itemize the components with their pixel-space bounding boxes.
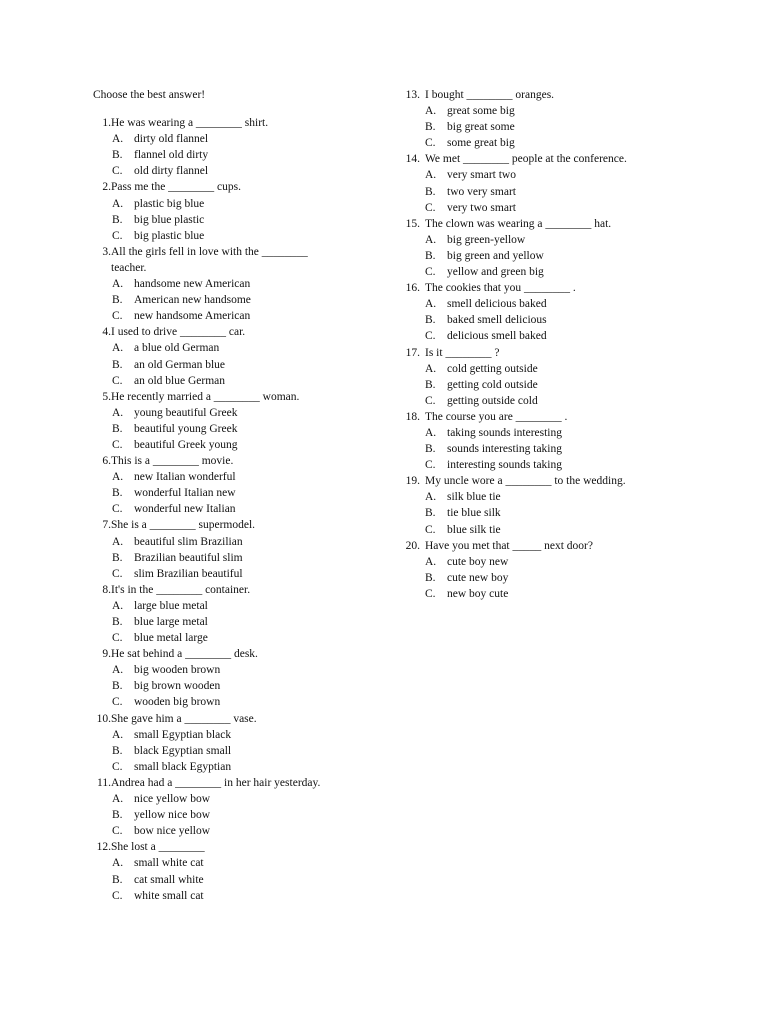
option-text: cold getting outside [447,362,538,375]
option-letter: A. [112,278,124,291]
question-number: 11. [97,776,111,789]
question-number: 17. [405,346,420,359]
question-item [86,324,376,388]
question-number: 15. [405,217,420,230]
left-column [86,87,376,904]
answer-option[interactable] [86,678,376,694]
option-text: interesting sounds taking [447,459,562,472]
question-number: 2. [102,181,111,194]
question-line [86,389,376,405]
option-text: American new handsome [134,294,251,307]
question-line [86,775,376,791]
answer-option[interactable] [397,457,697,473]
answer-option[interactable] [86,888,376,904]
option-letter: B. [112,616,123,628]
option-letter: C. [425,394,436,407]
answer-option[interactable] [397,232,697,248]
question-number: 6. [102,455,111,468]
option-letter: A. [425,426,437,439]
option-letter: A. [425,491,437,504]
answer-option[interactable] [397,328,697,344]
answer-option[interactable] [86,791,376,807]
option-letter: A. [112,793,124,806]
question-item [397,87,697,151]
question-number: 7. [102,519,111,532]
question-line [86,711,376,727]
option-letter: A. [425,555,437,568]
option-text: tie blue silk [447,507,501,520]
answer-option[interactable] [86,373,376,389]
question-text: My uncle wore a ________ to the wedding. [425,475,626,488]
option-letter: A. [425,233,437,246]
answer-option[interactable] [397,184,697,200]
option-letter: B. [425,249,436,262]
option-text: big green and yellow [447,249,544,262]
option-letter: B. [112,809,123,822]
question-text: She is a ________ supermodel. [111,519,256,532]
option-text: small Egyptian black [134,728,232,741]
question-item [86,775,376,839]
option-letter: A. [112,664,124,677]
option-letter: B. [425,378,436,391]
option-text: wonderful new Italian [134,503,236,516]
option-letter: B. [425,507,436,520]
option-letter: B. [112,294,123,307]
option-letter: B. [425,185,436,198]
answer-option[interactable] [86,743,376,759]
answer-option[interactable] [86,550,376,566]
answer-option[interactable] [86,630,376,646]
option-letter: C. [112,229,123,242]
question-number: 1. [102,117,111,130]
question-line [397,216,697,232]
option-letter: A. [112,406,124,419]
answer-option[interactable] [86,228,376,244]
option-letter: C. [112,632,123,645]
question-line [86,646,376,662]
answer-option[interactable] [86,872,376,888]
option-letter: C. [112,165,123,178]
option-text: two very smart [447,185,516,198]
option-text: a blue old German [134,342,220,355]
option-letter: B. [112,680,123,693]
question-text: All the girls fell in love with the ________ [111,245,308,258]
option-text: beautiful slim Brazilian [134,535,243,548]
answer-option[interactable] [397,103,697,119]
right-column [397,87,697,602]
option-text: new handsome American [134,310,251,323]
option-letter: C. [112,760,123,773]
answer-option[interactable] [86,421,376,437]
question-line [86,244,376,260]
answer-option[interactable] [397,441,697,457]
option-letter: C. [112,438,123,451]
option-text: bow nice yellow [134,825,211,838]
option-text: cute new boy [447,571,509,584]
question-text: He was wearing a ________ shirt. [111,117,269,130]
option-text: handsome new American [134,278,251,291]
question-number: 19. [405,475,420,488]
question-text: He recently married a ________ woman. [111,390,300,403]
question-number: 16. [405,282,420,295]
answer-option[interactable] [397,264,697,280]
question-item [397,409,697,473]
answer-option[interactable] [86,469,376,485]
option-text: sounds interesting taking [447,443,562,456]
question-item [397,345,697,409]
answer-option[interactable] [86,292,376,308]
answer-option[interactable] [397,586,697,602]
option-letter: B. [112,487,123,500]
option-letter: B. [425,314,436,327]
question-item [86,179,376,243]
option-text: cute boy new [447,555,509,568]
option-text: dirty old flannel [134,133,209,146]
question-item [397,216,697,280]
option-text: silk blue tie [447,491,501,504]
question-number: 3. [102,245,111,258]
option-letter: A. [425,298,437,311]
question-line [86,453,376,469]
option-text: slim Brazilian beautiful [134,567,243,580]
answer-option[interactable] [86,823,376,839]
question-line [86,324,376,340]
answer-option[interactable] [86,308,376,324]
option-text: wooden big brown [134,696,221,709]
question-item [86,244,376,324]
answer-option[interactable] [86,163,376,179]
answer-option[interactable] [397,248,697,264]
option-text: beautiful young Greek [134,422,238,435]
question-item [397,538,697,602]
question-number: 5. [102,390,111,403]
option-letter: B. [112,358,123,371]
option-letter: C. [425,523,436,536]
question-text: It's in the ________ container. [111,583,251,596]
option-letter: C. [425,201,436,214]
question-line [397,151,697,167]
answer-option[interactable] [86,501,376,517]
option-text: new boy cute [447,587,509,600]
option-text: young beautiful Greek [134,406,238,419]
question-text: I used to drive ________ car. [111,326,246,339]
option-text: nice yellow bow [134,793,211,806]
question-list-left [86,115,376,904]
option-letter: C. [425,587,436,600]
answer-option[interactable] [397,489,697,505]
answer-option[interactable] [397,135,697,151]
option-text: great some big [447,105,515,118]
question-text-continued: teacher. [111,261,147,274]
question-text: The clown was wearing a ________ hat. [425,217,612,230]
answer-option[interactable] [86,534,376,550]
option-text: big brown wooden [134,680,221,693]
option-text: old dirty flannel [134,165,209,178]
question-item [86,839,376,903]
question-item [86,115,376,179]
question-item [86,582,376,646]
answer-option[interactable] [86,340,376,356]
option-letter: C. [425,330,436,343]
option-letter: A. [112,471,124,484]
question-number: 10. [96,712,111,725]
answer-option[interactable] [86,405,376,421]
option-text: some great big [447,137,515,150]
answer-option[interactable] [397,393,697,409]
answer-option[interactable] [86,276,376,292]
option-letter: C. [112,374,123,387]
question-item [86,389,376,453]
option-letter: C. [112,889,123,902]
option-text: very two smart [447,201,516,214]
option-letter: C. [425,266,436,279]
option-text: blue silk tie [447,523,501,536]
option-letter: A. [425,169,437,182]
question-item [86,711,376,775]
answer-option[interactable] [397,361,697,377]
question-text: Pass me the ________ cups. [111,181,242,194]
option-text: smell delicious baked [447,298,547,311]
question-text: She gave him a ________ vase. [111,712,257,725]
option-letter: C. [112,503,123,516]
option-text: small white cat [134,857,204,870]
option-text: delicious smell baked [447,330,547,343]
question-item [86,646,376,710]
option-text: large blue metal [134,599,208,612]
question-number: 20. [405,539,420,552]
answer-option[interactable] [397,505,697,521]
answer-option[interactable] [86,131,376,147]
option-text: big plastic blue [134,229,205,242]
option-letter: C. [425,137,436,150]
option-text: flannel old dirty [134,149,209,162]
question-line [86,839,376,855]
option-text: blue large metal [134,616,208,628]
option-text: white small cat [134,889,204,902]
answer-option[interactable] [397,200,697,216]
question-text: She lost a ________ [111,841,205,854]
question-number: 14. [405,153,420,166]
answer-option[interactable] [397,570,697,586]
answer-option[interactable] [397,377,697,393]
option-text: yellow and green big [447,266,544,279]
question-text: Andrea had a ________ in her hair yesterday. [111,776,321,789]
question-line [86,517,376,533]
answer-option[interactable] [86,662,376,678]
option-text: big blue plastic [134,213,205,226]
question-number: 18. [405,410,420,423]
question-text: Have you met that _____ next door? [425,539,593,552]
question-text: I bought ________ oranges. [425,89,555,101]
question-line [397,409,697,425]
instruction-text: Choose the best answer! [93,89,206,101]
question-item [397,280,697,344]
option-letter: B. [112,551,123,564]
question-text: Is it ________ ? [425,346,500,359]
question-line [86,115,376,131]
answer-option[interactable] [397,554,697,570]
answer-option[interactable] [86,485,376,501]
option-letter: B. [112,422,123,435]
option-text: getting outside cold [447,394,538,407]
answer-option[interactable] [86,437,376,453]
question-number: 4. [102,326,111,339]
option-letter: B. [425,571,436,584]
answer-option[interactable] [86,212,376,228]
answer-option[interactable] [86,147,376,163]
option-letter: C. [112,567,123,580]
option-text: beautiful Greek young [134,438,238,451]
question-item [397,151,697,215]
answer-option[interactable] [86,759,376,775]
option-letter: A. [112,599,124,612]
question-text: This is a ________ movie. [111,455,234,468]
option-letter: A. [112,133,124,146]
answer-option[interactable] [86,566,376,582]
option-letter: A. [425,105,437,118]
option-letter: B. [112,744,123,757]
option-text: new Italian wonderful [134,471,236,484]
option-text: big green-yellow [447,233,526,246]
question-line [86,582,376,598]
option-text: wonderful Italian new [134,487,236,500]
answer-option[interactable] [86,855,376,871]
option-text: small black Egyptian [134,760,232,773]
option-text: black Egyptian small [134,744,232,757]
question-text: He sat behind a ________ desk. [111,648,258,661]
question-list-right [397,87,697,602]
answer-option[interactable] [86,196,376,212]
option-letter: C. [112,696,123,709]
option-letter: C. [112,825,123,838]
option-text: big great some [447,121,515,134]
option-letter: B. [112,149,123,162]
answer-option[interactable] [86,598,376,614]
option-letter: B. [425,443,436,456]
answer-option[interactable] [397,312,697,328]
question-text: The course you are ________ . [425,410,568,423]
answer-option[interactable] [86,357,376,373]
question-line [397,280,697,296]
question-line [397,87,697,103]
question-item [86,517,376,581]
option-letter: C. [112,310,123,323]
option-text: an old German blue [134,358,226,371]
question-line [397,538,697,554]
option-letter: A. [425,362,437,375]
option-text: Brazilian beautiful slim [134,551,243,564]
question-line [86,179,376,195]
answer-option[interactable] [86,807,376,823]
option-text: very smart two [447,169,516,182]
option-letter: A. [112,857,124,870]
answer-option[interactable] [397,296,697,312]
option-letter: B. [112,213,123,226]
question-text: The cookies that you ________ . [425,282,576,295]
answer-option[interactable] [397,167,697,183]
option-letter: B. [112,873,123,886]
answer-option[interactable] [397,425,697,441]
question-line [397,473,697,489]
option-text: an old blue German [134,374,226,387]
question-line [397,345,697,361]
option-text: getting cold outside [447,378,538,391]
option-letter: A. [112,728,124,741]
option-text: blue metal large [134,632,208,645]
option-text: big wooden brown [134,664,221,677]
question-number: 12. [96,841,111,854]
option-letter: A. [112,535,124,548]
question-number: 8. [102,583,111,596]
option-text: taking sounds interesting [447,426,562,439]
option-text: yellow nice bow [134,809,211,822]
answer-option[interactable] [397,119,697,135]
question-number: 13. [405,89,420,101]
question-number: 9. [102,648,111,661]
answer-option[interactable] [397,522,697,538]
question-text: We met ________ people at the conference. [425,153,627,166]
option-letter: C. [425,459,436,472]
answer-option[interactable] [86,727,376,743]
option-text: cat small white [134,873,204,886]
option-text: baked smell delicious [447,314,547,327]
option-letter: B. [425,121,436,134]
answer-option[interactable] [86,614,376,630]
question-item [86,453,376,517]
option-text: plastic big blue [134,197,205,210]
option-letter: A. [112,197,124,210]
option-letter: A. [112,342,124,355]
answer-option[interactable] [86,694,376,710]
question-item [397,473,697,537]
